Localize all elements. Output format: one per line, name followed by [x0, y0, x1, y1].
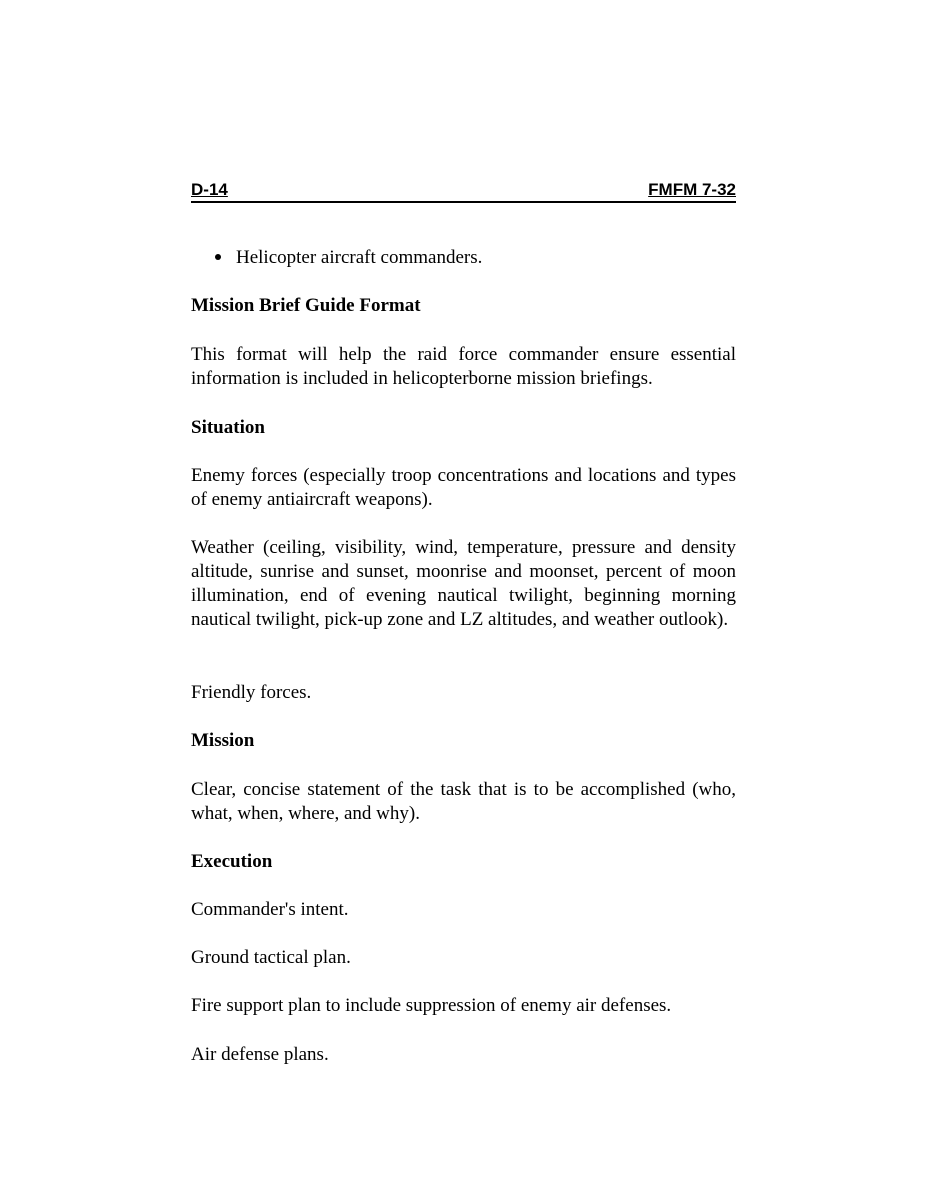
running-header	[191, 179, 736, 203]
fire-support-paragraph: Fire support plan to include suppression of enemy air defenses.	[191, 995, 672, 1016]
situation-heading: Situation	[191, 417, 265, 438]
weather-paragraph: Weather (ceiling, visibility, wind, temperature, pressure and density altitude, sunrise and sunset, moonrise and moonset, percent of moon illumination, end of evening nautical twilight, beginning morning nautical twilight, pick-up zone and LZ altitudes, and weather outlook).	[191, 537, 736, 630]
mission-heading: Mission	[191, 730, 255, 751]
friendly-forces-paragraph: Friendly forces.	[191, 682, 312, 703]
mission-brief-paragraph: This format will help the raid force commander ensure essential information is included in helicopterborne mission briefings.	[191, 344, 736, 389]
mission-brief-heading: Mission Brief Guide Format	[191, 295, 421, 316]
bullet-list-item	[215, 246, 735, 270]
mission-paragraph: Clear, concise statement of the task that is to be accomplished (who, what, when, where, and why).	[191, 779, 736, 824]
ground-plan-paragraph: Ground tactical plan.	[191, 947, 351, 968]
execution-heading: Execution	[191, 851, 273, 872]
enemy-forces-paragraph: Enemy forces (especially troop concentrations and locations and types of enemy antiaircraft weapons).	[191, 465, 736, 510]
air-defense-paragraph: Air defense plans.	[191, 1044, 329, 1065]
commanders-intent-paragraph: Commander's intent.	[191, 899, 349, 920]
bullet-text: Helicopter aircraft commanders.	[236, 247, 483, 268]
document-id: FMFM 7-32	[648, 180, 736, 199]
bullet-icon	[215, 254, 221, 260]
page-number: D-14	[191, 180, 228, 199]
